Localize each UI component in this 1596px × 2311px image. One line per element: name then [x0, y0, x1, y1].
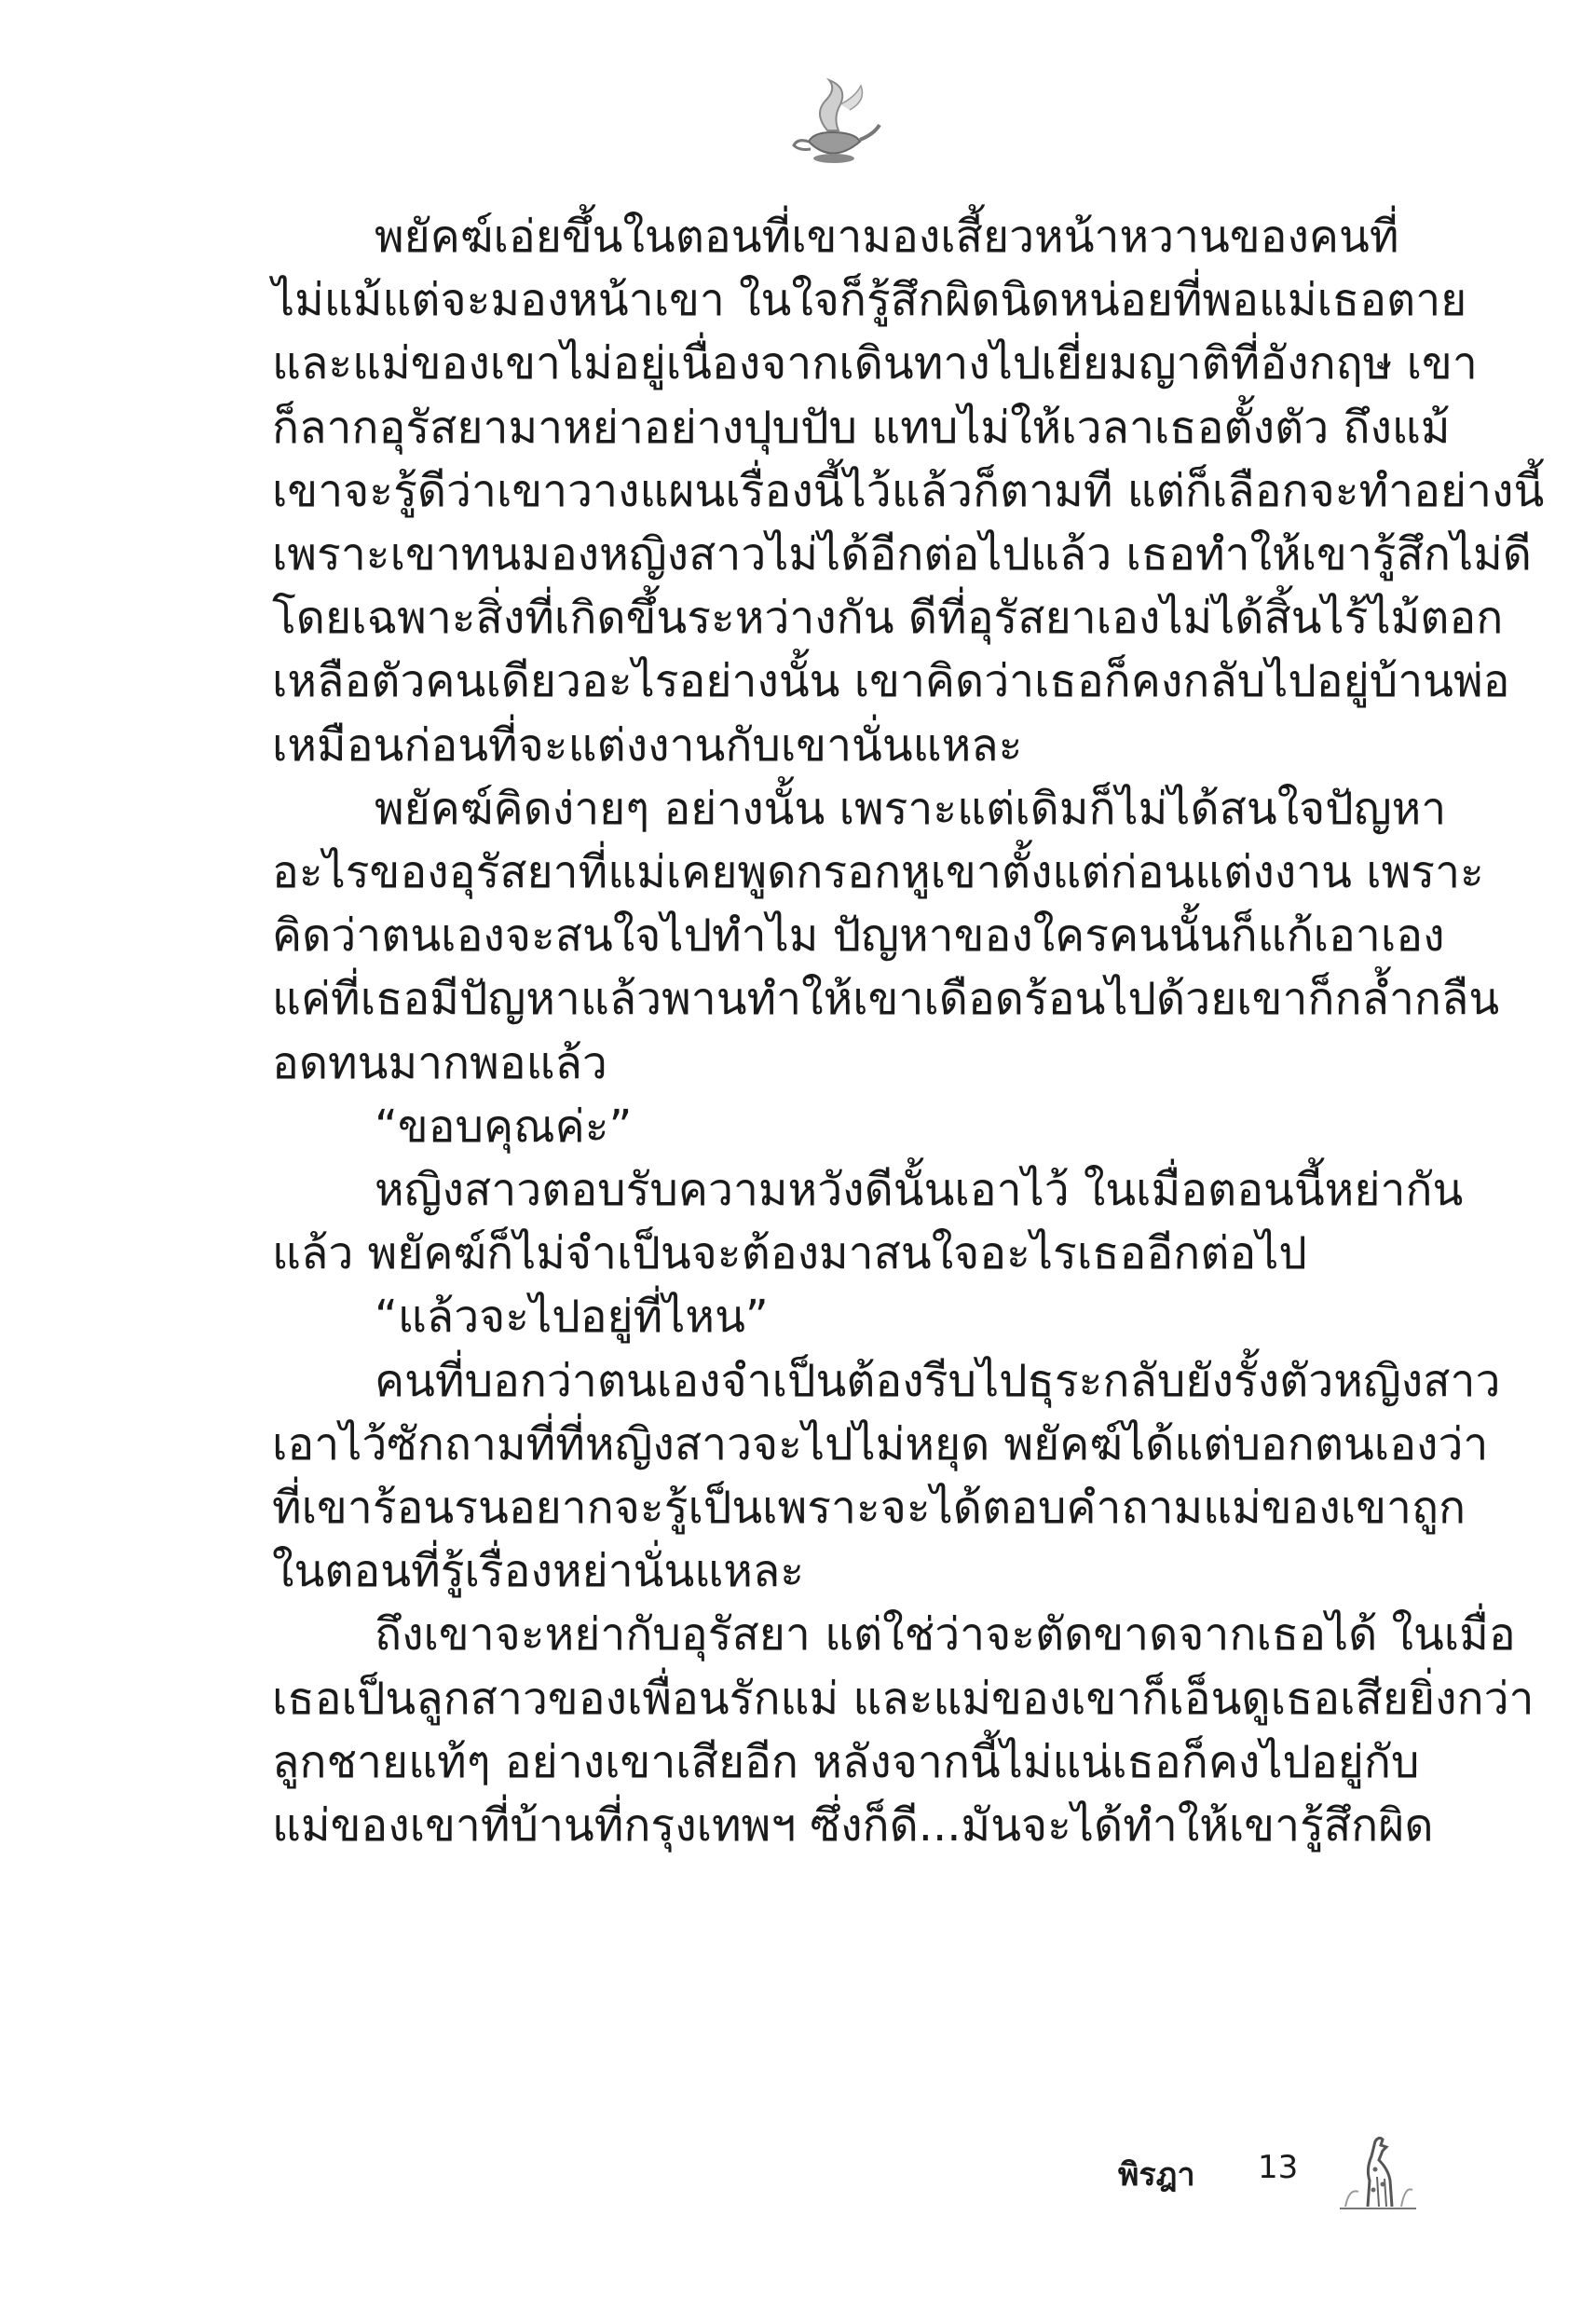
text-line: พยัคฆ์คิดง่ายๆ อย่างนั้น เพราะแต่เดิมก็ไม่ได้สนใจปัญหา: [375, 782, 1447, 835]
text-line: ลูกชายแท้ๆ อย่างเขาเสียอีก หลังจากนี้ไม่แน่เธอก็คงไปอยู่กับ: [272, 1735, 1420, 1788]
genie-lamp-icon: [781, 76, 883, 170]
text-line: ที่เขาร้อนรนอยากจะรู้เป็นเพราะจะได้ตอบคำถามแม่ของเขาถูก: [272, 1482, 1466, 1535]
paragraph: [272, 1158, 1464, 1285]
text-line: ก็ลากอุรัสยามาหย่าอย่างปุบปับ แทบไม่ให้เวลาเธอตั้งตัว ถึงแม้: [272, 401, 1451, 454]
paragraph: [272, 1285, 1418, 1348]
text-line: อะไรของอุรัสยาที่แม่เคยพูดกรอกหูเขาตั้งแต่ก่อนแต่งงาน เพราะ: [272, 846, 1484, 899]
paragraph: [272, 1095, 1418, 1158]
text-line: เหลือตัวคนเดียวอะไรอย่างนั้น เขาคิดว่าเธอก็คงกลับไปอยู่บ้านพ่อ: [272, 655, 1510, 708]
text-line: เขาจะรู้ดีว่าเขาวางแผนเรื่องนี้ไว้แล้วก็ตามที แต่ก็เลือกจะทำอย่างนี้: [272, 464, 1545, 517]
text-line: เหมือนก่อนที่จะแต่งงานกับเขานั่นแหละ: [272, 718, 1023, 772]
giraffe-icon: [1340, 2132, 1416, 2210]
text-line: ไม่แม้แต่จะมองหน้าเขา ในใจก็รู้สึกผิดนิดหน่อยที่พอแม่เธอตาย: [272, 274, 1467, 327]
book-title: พิรฎา: [1118, 2156, 1195, 2194]
text-line: เธอเป็นลูกสาวของเพื่อนรักแม่ และแม่ของเขาก็เอ็นดูเธอเสียยิ่งกว่า: [272, 1672, 1535, 1725]
text-line: แล้ว พยัคฆ์ก็ไม่จำเป็นจะต้องมาสนใจอะไรเธออีกต่อไป: [272, 1227, 1307, 1280]
text-line: อดทนมากพอแล้ว: [272, 1036, 607, 1089]
story-text: [272, 205, 1545, 1857]
text-line: “แล้วจะไปอยู่ที่ไหน”: [375, 1291, 769, 1344]
page-footer: [1099, 2143, 1416, 2218]
paragraph: [272, 205, 1545, 777]
text-line: คิดว่าตนเองจะสนใจไปทำไม ปัญหาของใครคนนั้นก็แก้เอาเอง: [272, 909, 1445, 963]
paragraph: [272, 1349, 1501, 1604]
text-line: “ขอบคุณค่ะ”: [375, 1100, 633, 1153]
text-line: เพราะเขาทนมองหญิงสาวไม่ได้อีกต่อไปแล้ว เธอทำให้เขารู้สึกไม่ดี: [272, 528, 1532, 581]
paragraph: [272, 777, 1500, 1095]
text-line: แม่ของเขาที่บ้านที่กรุงเทพฯ ซึ่งก็ดี...มันจะได้ทำให้เขารู้สึกผิด: [272, 1799, 1434, 1853]
paragraph: [272, 1603, 1535, 1857]
page-number: 13: [1258, 2149, 1299, 2186]
text-line: คนที่บอกว่าตนเองจำเป็นต้องรีบไปธุระกลับยังรั้งตัวหญิงสาว: [375, 1354, 1501, 1407]
text-line: ถึงเขาจะหย่ากับอุรัสยา แต่ใช่ว่าจะตัดขาดจากเธอได้ ในเมื่อ: [375, 1608, 1516, 1661]
text-line: และแม่ของเขาไม่อยู่เนื่องจากเดินทางไปเยี่ยมญาติที่อังกฤษ เขา: [272, 337, 1478, 390]
text-line: เอาไว้ซักถามที่ที่หญิงสาวจะไปไม่หยุด พยัคฆ์ได้แต่บอกตนเองว่า: [272, 1417, 1489, 1470]
text-line: พยัคฆ์เอ่ยขึ้นในตอนที่เขามองเสี้ยวหน้าหวานของคนที่: [375, 211, 1399, 263]
text-line: แค่ที่เธอมีปัญหาแล้วพานทำให้เขาเดือดร้อนไปด้วยเขาก็กล้ำกลืน: [272, 973, 1500, 1026]
text-line: โดยเฉพาะสิ่งที่เกิดขึ้นระหว่างกัน ดีที่อุรัสยาเองไม่ได้สิ้นไร้ไม้ตอก: [272, 592, 1504, 645]
text-line: หญิงสาวตอบรับความหวังดีนั้นเอาไว้ ในเมื่อตอนนี้หย่ากัน: [375, 1164, 1464, 1217]
text-line: ในตอนที่รู้เรื่องหย่านั่นแหละ: [272, 1545, 805, 1598]
